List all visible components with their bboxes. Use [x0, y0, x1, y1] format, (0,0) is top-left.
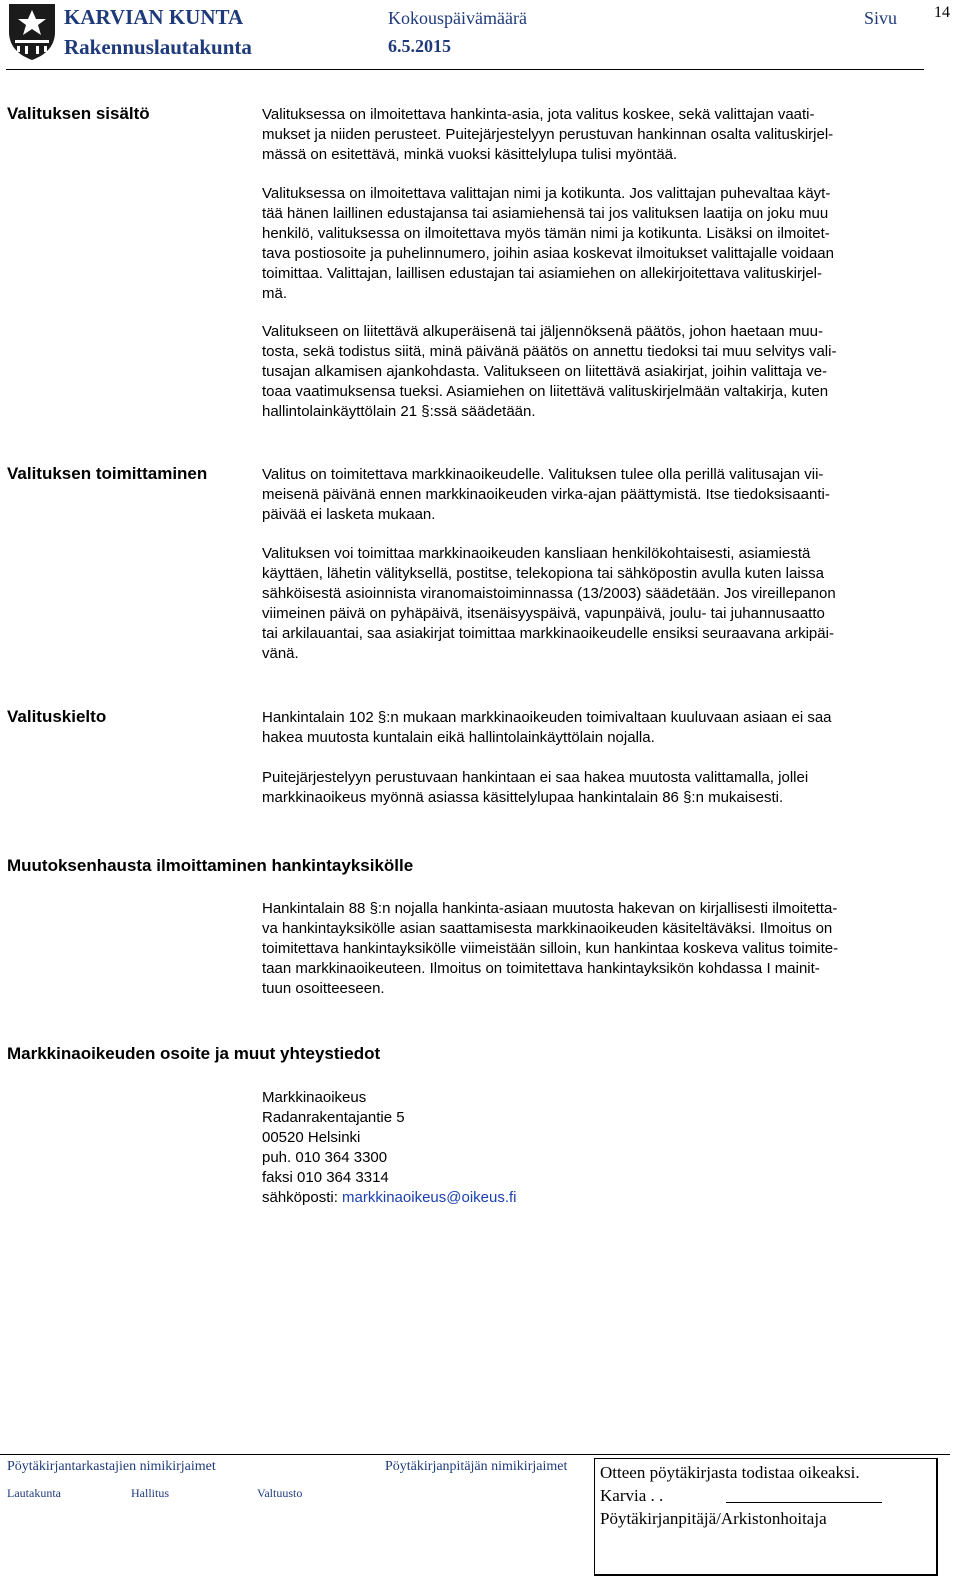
section-heading-muutoksenhausta: Muutoksenhausta ilmoittaminen hankintayksikölle [7, 856, 414, 875]
address-block [262, 1088, 517, 1208]
court-name: Markkinaoikeus [262, 1089, 367, 1106]
paragraph: Valitus on toimitettava markkinaoikeudelle. Valituksen tulee olla perillä valitusajan vii- meisenä päivänä ennen markkinaoikeuden virka-ajan päättymistä. Itse tiedoksisaanti- päivää ei lasketa mukaan. [262, 466, 830, 523]
section-label-valituksen-sisalto: Valituksen sisältö [7, 104, 150, 123]
valtuusto-label: Valtuusto [257, 1486, 303, 1500]
header-divider [6, 69, 924, 70]
signature-line [726, 1502, 882, 1503]
meeting-date: 6.5.2015 [388, 36, 451, 56]
paragraph: Valituksessa on ilmoitettava valittajan nimi ja kotikunta. Jos valittajan puhevaltaa käyt- tää hänen laillinen edustajansa tai asiamiehensä tai jos valituksen laatija on joku muu henkilö, valituksessa on ilmoitettava myös tämän nimi ja kotikunta. Lisäksi on ilmoitet- tava postiosoite ja puhelinnumero, joihin asiaa koskevat ilmoitukset valittajalle voidaan toimittaa. Valittajan, laillisen edustajan tai asiamiehen on allekirjoitettava valituskirjel- mä. [262, 185, 834, 302]
email-link[interactable]: markkinaoikeus@oikeus.fi [342, 1189, 517, 1206]
section-label-valituksen-toimittaminen: Valituksen toimittaminen [7, 464, 208, 483]
signer-title: Pöytäkirjanpitäjä/Arkistonhoitaja [600, 1509, 827, 1528]
footer-divider [0, 1454, 950, 1455]
keeper-initials-label: Pöytäkirjanpitäjän nimikirjaimet [385, 1459, 568, 1474]
email-line [262, 1188, 517, 1208]
page-number: 14 [934, 4, 950, 21]
municipal-crest-logo [7, 2, 57, 62]
paragraph: Valituksessa on ilmoitettava hankinta-asia, jota valitus koskee, sekä valittajan vaati- mukset ja niiden perusteet. Puitejärjestelyyn perustuvan hankinnan osalta valituskirjel- mässä on esitettävä, minkä vuoksi käsittelylupa tulisi myöntää. [262, 106, 834, 163]
street-address: Radanrakentajantie 5 [262, 1109, 405, 1126]
lautakunta-label: Lautakunta [7, 1486, 61, 1500]
certification-text: Otteen pöytäkirjasta todistaa oikeaksi. [600, 1463, 860, 1482]
page-label: Sivu [864, 8, 898, 28]
certification-place: Karvia . . [600, 1486, 664, 1505]
postal-address: 00520 Helsinki [262, 1129, 361, 1146]
section-label-valituskielto: Valituskielto [7, 707, 107, 726]
paragraph: Valituksen voi toimittaa markkinaoikeuden kansliaan henkilökohtaisesti, asiamiestä käyttäen, lähetin välityksellä, postitse, telekopiona tai sähköpostin avulla kuten laissa sähköisestä asioinnista viranomaistoiminnassa (13/2003) säädetään. Jos vireillepanon viimeinen päivä on pyhäpäivä, itsenäisyyspäivä, vapunpäivä, joulu- tai juhannusaatto tai arkilauantai, saa asiakirjat toimittaa markkinaoikeudelle ensiksi seuraavana arkipäi- vänä. [262, 545, 836, 662]
hallitus-label: Hallitus [131, 1486, 169, 1500]
municipality-name: KARVIAN KUNTA [64, 5, 244, 29]
phone-number: puh. 010 364 3300 [262, 1149, 388, 1166]
board-name: Rakennuslautakunta [64, 35, 252, 59]
paragraph: Hankintalain 88 §:n nojalla hankinta-asiaan muutosta hakevan on kirjallisesti ilmoitetta- va hankintayksikölle asian saattamisesta markkinaoikeuden käsiteltäväksi. Ilmoitus on toimitettava hankintayksikölle viimeistään silloin, kun hankintaa koskeva valitus toimite- taan markkinaoikeuteen. Ilmoitus on toimitettava hankintayksikön kohdassa I mainit- tuun osoitteeseen. [262, 900, 839, 997]
email-label: sähköposti: [262, 1189, 343, 1206]
paragraph: Valitukseen on liitettävä alkuperäisenä tai jäljennöksenä päätös, johon haetaan muu- tosta, sekä todistus siitä, minä päivänä päätös on annettu tiedoksi tai muu selvitys vali- tusajan alkamisen ajankohdasta. Valitukseen on liitettävä asiakirjat, joihin valittaja ve- toaa vaatimuksensa tueksi. Asiamiehen on liitettävä valituskirjelmään valtakirja, kuten hallintolainkäyttölain 21 §:ssä säädetään. [262, 323, 837, 420]
section-heading-osoite: Markkinaoikeuden osoite ja muut yhteystiedot [7, 1044, 381, 1063]
fax-number: faksi 010 364 3314 [262, 1169, 389, 1186]
meeting-date-label: Kokouspäivämäärä [388, 8, 527, 28]
paragraph: Hankintalain 102 §:n mukaan markkinaoikeuden toimivaltaan kuuluvaan asiaan ei saa hakea muutosta kuntalain eikä hallintolainkäyttölain nojalla. [262, 709, 832, 746]
paragraph: Puitejärjestelyyn perustuvaan hankintaan ei saa hakea muutosta valittamalla, jollei markkinaoikeus myönnä asiassa käsittelylupaa hankintalain 86 §:n mukaisesti. [262, 769, 809, 806]
checkers-initials-label: Pöytäkirjantarkastajien nimikirjaimet [7, 1459, 216, 1474]
